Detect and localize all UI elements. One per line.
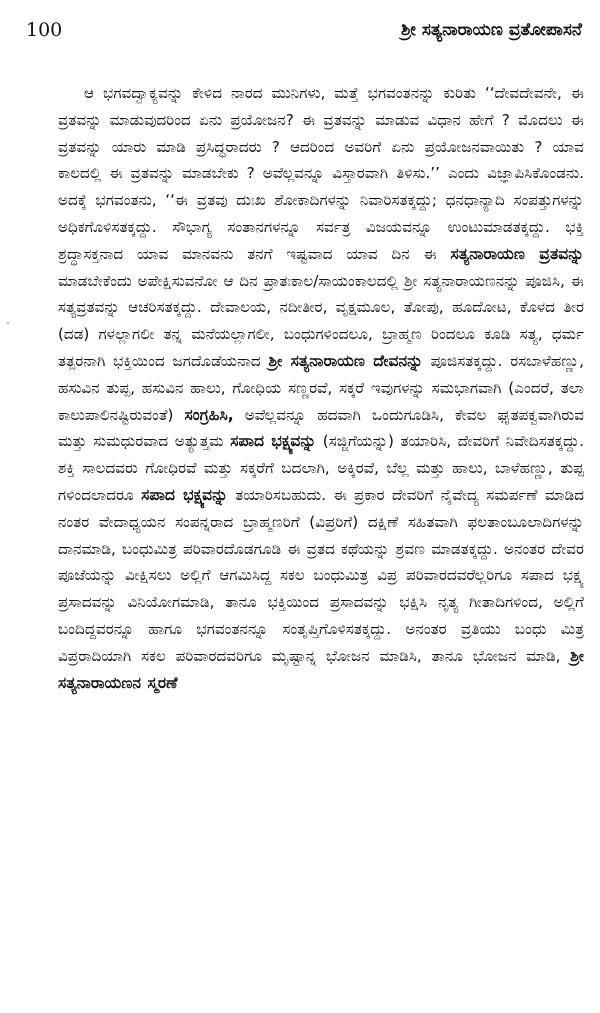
margin-mark: ‑ [6,318,10,329]
bold-phrase: ಸಂಗ್ರಹಿಸಿ, [184,405,234,424]
text-run: ತಯಾರಿಸಬಹುದು. ಈ ಪ್ರಕಾರ ದೇವರಿಗೆ ನೈವೇದ್ಯ ಸಮರ್ಪಣೆ ಮಾಡಿದ ನಂತರ ವೇದಾಧ್ಯಯನ ಸಂಪನ್ನರಾದ ಬ್ರಾಹ್ಮಣರಿಗೆ (ವಿಪ್ರರಿಗೆ) ದಕ್ಷಿಣೆ ಸಹಿತವಾಗಿ ಫಲತಾಂಬೂಲಾದಿಗಳನ್ನು ದಾನಮಾಡಿ, ಬಂಧುಮಿತ್ರ ಪರಿವಾರದೊಡಗೂಡಿ ಈ ವ್ರತದ ಕಥೆಯನ್ನು ಶ್ರವಣ ಮಾಡತಕ್ಕದ್ದು. ಅನಂತರ ದೇವರ ಪೂಜೆಯನ್ನು ವೀಕ್ಷಿಸಲು ಅಲ್ಲಿಗೆ ಆಗಮಿಸಿದ್ದ ಸಕಲ ಬಂಧುಮಿತ್ರ ವಿಪ್ರ ಪರಿವಾರದವರೆಲ್ಲರಿಗೂ ಸಪಾದ ಭಕ್ಷ್ಯ ಪ್ರಸಾದವನ್ನು ವಿನಿಯೋಗಮಾಡಿ, ತಾನೂ ಭಕ್ತಿಯಿಂದ ಪ್ರಸಾದವನ್ನು ಭಕ್ಷಿಸಿ ನೃತ್ಯ ಗೀತಾದಿಗಳಿಂದ, ಅಲ್ಲಿಗೆ ಬಂದಿದ್ದವರನ್ನೂ ಹಾಗೂ ಭಗವಂತನನ್ನೂ ಸಂತೃಪ್ತಿಗೊಳಿಸತಕ್ಕದ್ದು. ಅನಂತರ ವ್ರತಿಯು ಬಂಧು ಮಿತ್ರ ವಿಪ್ರರಾದಿಯಾಗಿ ಸಕಲ ಪರಿವಾರದವರಿಗೂ ಮೃಷ್ಟಾನ್ನ ಭೋಜನ ಮಾಡಿಸಿ, ತಾನೂ ಭೋಜನ ಮಾಡಿ, [58,485,585,665]
text-run: ಮಾಡಬೇಕೆಂದು ಅಪೇಕ್ಷಿಸುವನೋ ಆ ದಿನ ಪ್ರಾತಃಕಾಲ/ಸಾಯಂಕಾಲದಲ್ಲಿ ಶ್ರೀ ಸತ್ಯನಾರಾಯಣನನ್ನು ಪೂಜಿಸಿ, ಈ ಸತ್ಯವ್ರತವನ್ನು ಆಚರಿಸತಕ್ಕದ್ದು. ದೇವಾಲಯ, ನದೀತೀರ, ವೃಕ್ಷಮೂಲ, ತೋಪು, ಹೂದೋಟ, ಕೊಳದ ತೀರ (ದಡ) ಗಳಲ್ಲಾಗಲೀ ತನ್ನ ಮನೆಯಲ್ಲಾಗಲೀ, ಬಂಧುಗಳಿಂದಲೂ, ಬ್ರಾಹ್ಮಣ ರಿಂದಲೂ ಕೂಡಿ ಸತ್ಯ, ಧರ್ಮ ತತ್ಪರನಾಗಿ ಭಕ್ತಿಯಿಂದ ಜಗದೊಡೆಯನಾದ [58,271,584,370]
paragraph [58,80,584,696]
bold-phrase: ಶ್ರೀ ಸತ್ಯನಾರಾಯಣನ ಸ್ಮರಣೆ [58,646,584,692]
text-run: ಆ ಭಗವದ್ವಾಕ್ಯವನ್ನು ಕೇಳಿದ ನಾರದ ಮುನಿಗಳು, ಮತ್ತೆ ಭಗವಂತನನ್ನು ಕುರಿತು ‘‘ದೇವದೇವನೇ, ಈ ವ್ರತವನ್ನು ಮಾಡುವುದರಿಂದ ಏನು ಪ್ರಯೋಜನ? ಈ ವ್ರತವನ್ನು ಮಾಡುವ ವಿಧಾನ ಹೇಗೆ ? ಮೊದಲು ಈ ವ್ರತವನ್ನು ಯಾರು ಮಾಡಿ ಪ್ರಸಿದ್ಧರಾದರು ? ಆದರಿಂದ ಅವರಿಗೆ ಏನು ಪ್ರಯೋಜನವಾಯಿತು ? ಯಾವ ಕಾಲದಲ್ಲಿ ಈ ವ್ರತವನ್ನು ಮಾಡಬೇಕು ? ಅವೆಲ್ಲವನ್ನೂ ವಿಸ್ತಾರವಾಗಿ ತಿಳಿಸು.’’ ಎಂದು ವಿಜ್ಞಾಪಿಸಿಕೊಂಡನು. ಅದಕ್ಕೆ ಭಗವಂತನು, ‘‘ಈ ವ್ರತವು ದುಃಖ ಶೋಕಾದಿಗಳನ್ನು ನಿವಾರಿಸತಕ್ಕದ್ದು; ಧನಧಾನ್ಯಾದಿ ಸಂಪತ್ತುಗಳನ್ನು ಅಧಿಕಗೊಳಿಸತಕ್ಕದ್ದು. ಸೌಭಾಗ್ಯ ಸಂತಾನಗಳನ್ನೂ ಸರ್ವತ್ರ ವಿಜಯವನ್ನೂ ಉಂಟುಮಾಡತಕ್ಕದ್ದು. ಭಕ್ತಿ ಶ್ರದ್ಧಾಸಕ್ತನಾದ ಯಾವ ಮಾನವನು ತನಗೆ ಇಷ್ಟವಾದ ಯಾವ ದಿನ ಈ [58,84,584,263]
bold-phrase: ಸಪಾದ ಭಕ್ಷ್ಯವನ್ನು [141,485,228,504]
running-title: ಶ್ರೀ ಸತ್ಯನಾರಾಯಣ ವ್ರತೋಪಾಸನೆ [400,20,582,40]
page-header [26,18,582,42]
bold-phrase: ಸಪಾದ ಭಕ್ಷ್ಯವನ್ನು [230,432,317,451]
page-number: 100 [26,19,63,41]
bold-phrase: ಸತ್ಯನಾರಾಯಣ ವ್ರತವನ್ನು [450,244,584,263]
bold-phrase: ಶ್ರೀ ಸತ್ಯನಾರಾಯಣ ದೇವನನ್ನು [268,351,423,370]
text-run: ಪೂಜಿಸತಕ್ಕದ್ದು. ರಸಬಾಳೆಹಣ್ಣು, ಹಸುವಿನ ತುಪ್ಪ, ಹಸುವಿನ ಹಾಲು, ಗೋಧಿಯ ಸಣ್ಣರವೆ, ಸಕ್ಕರೆ ಇವುಗಳನ್ನು ಸಮಭಾಗವಾಗಿ (ಎಂದರೆ, ತಲಾ ಕಾಲುಪಾಲಿನಷ್ಟಿರುವಂತೆ) [58,351,584,424]
text-run: ಅವೆಲ್ಲವನ್ನೂ ಹದವಾಗಿ ಒಂದುಗೂಡಿಸಿ, ಕೇವಲ ಘೃತಪಕ್ವವಾಗಿರುವ ಮತ್ತು ಸುಮಧುರವಾದ ಅತ್ಯುತ್ತಮ [58,405,584,451]
text-run: (ಸಜ್ಜಿಗೆಯನ್ನು) ತಯಾರಿಸಿ, ದೇವರಿಗೆ ನಿವೇದಿಸತಕ್ಕದ್ದು. ಶಕ್ತಿ ಸಾಲದವರು ಗೋಧಿರವೆ ಮತ್ತು ಸಕ್ಕರೆಗೆ ಬದಲಾಗಿ, ಅಕ್ಕಿರವೆ, ಬೆಲ್ಲ ಮತ್ತು ಹಾಲು, ಬಾಳೆಹಣ್ಣು, ತುಪ್ಪ ಗಳಿಂದಲಾದರೂ [58,432,584,504]
body-text [58,80,584,696]
